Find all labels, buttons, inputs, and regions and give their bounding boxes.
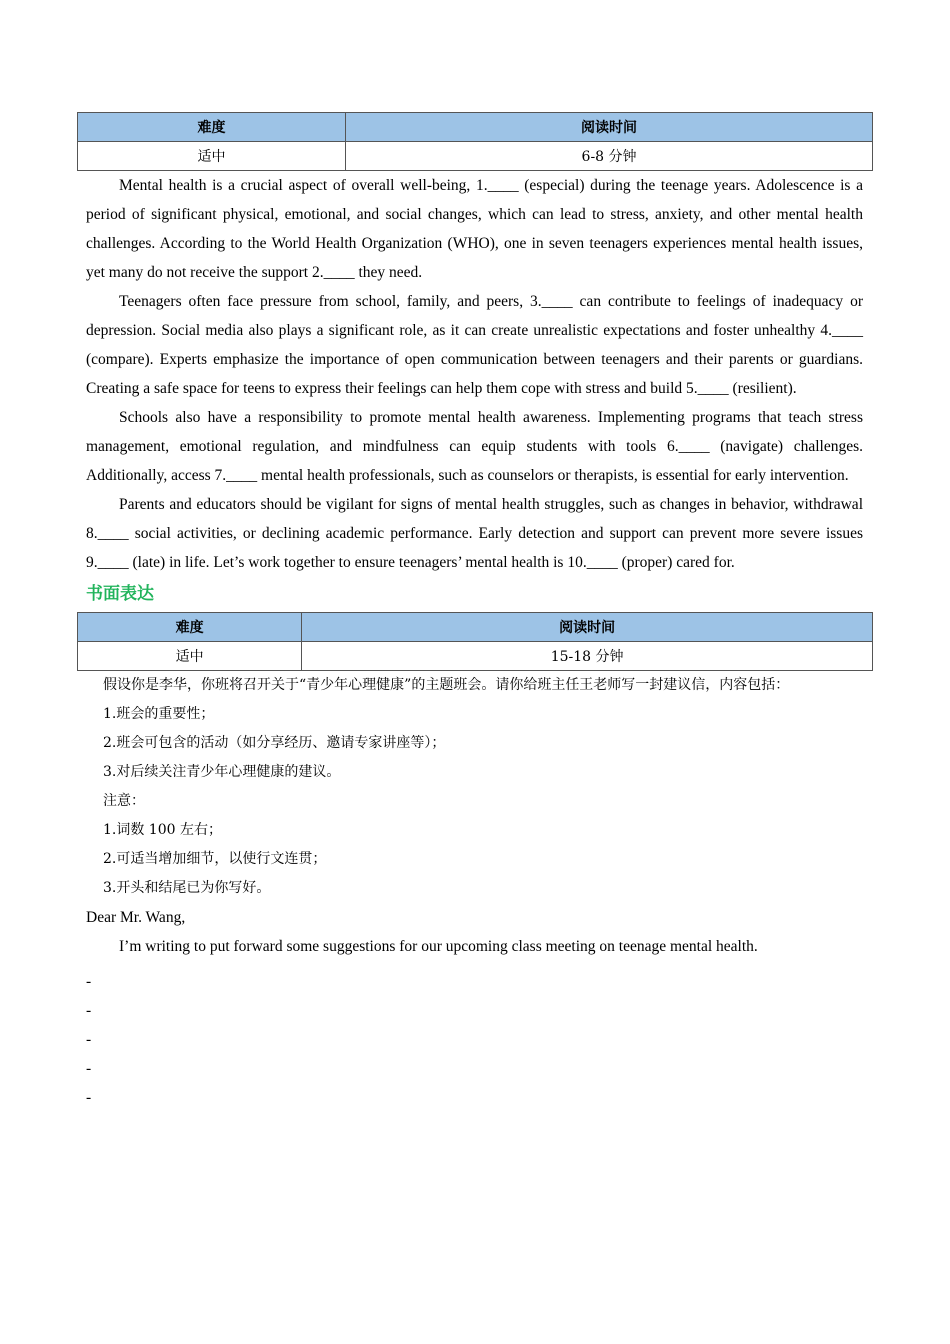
writing-prompt <box>86 671 863 903</box>
passage-paragraph-2: Teenagers often face pressure from school, family, and peers, 3.____ can contribute to feelings of inadequacy or depression. Social media also plays a significant role, as it can create unrealistic expectations and foster unhealthy 4.____ (compare). Experts emphasize the importance of open communication between teenagers and their parents or guardians. Creating a safe space for teens to express their feelings can help them cope with stress and build 5.____ (resilient). <box>86 293 863 397</box>
prompt-item: 1.班会的重要性； <box>103 706 215 722</box>
answer-line[interactable]: - <box>86 1031 92 1048</box>
difficulty-value: 适中 <box>78 642 302 671</box>
answer-lines <box>86 967 863 1112</box>
note-item: 3.开头和结尾已为你写好。 <box>103 880 271 896</box>
note-label: 注意： <box>103 793 145 809</box>
answer-line[interactable]: - <box>86 1002 92 1019</box>
prompt-item: 3.对后续关注青少年心理健康的建议。 <box>103 764 341 780</box>
prompt-item: 2.班会可包含的活动（如分享经历、邀请专家讲座等）； <box>103 735 446 751</box>
difficulty-table-reading <box>77 112 873 171</box>
letter-salutation: Dear Mr. Wang, <box>86 909 186 926</box>
document-page <box>86 112 863 1112</box>
passage-paragraph-1: Mental health is a crucial aspect of overall well-being, 1.____ (especial) during the teenage years. Adolescence is a period of significant physical, emotional, and social changes, which can lead to stress, anxiety, and other mental health challenges. According to the World Health Organization (WHO), one in seven teenagers experiences mental health issues, yet many do not receive the support 2.____ they need. <box>86 177 863 281</box>
letter-opening: I’m writing to put forward some suggestions for our upcoming class meeting on teenage mental health. <box>119 938 758 955</box>
passage-paragraph-4: Parents and educators should be vigilant for signs of mental health struggles, such as changes in behavior, withdrawal 8.____ social activities, or declining academic performance. Early detection and support can prevent more severe issues 9.____ (late) in life. Let’s work together to ensure teenagers’ mental health is 10.____ (proper) cared for. <box>86 496 863 571</box>
note-item: 1.词数 100 左右； <box>103 822 222 838</box>
prompt-intro: 假设你是李华，你班将召开关于“青少年心理健康”的主题班会。请你给班主任王老师写一封建议信，内容包括： <box>103 677 790 693</box>
reading-time-value: 15-18 分钟 <box>302 642 873 671</box>
difficulty-header: 难度 <box>78 113 346 142</box>
writing-section-title: 书面表达 <box>86 584 154 604</box>
note-item: 2.可适当增加细节，以使行文连贯； <box>103 851 327 867</box>
reading-time-header: 阅读时间 <box>346 113 873 142</box>
answer-line[interactable]: - <box>86 1089 92 1106</box>
difficulty-value: 适中 <box>78 142 346 171</box>
difficulty-table-writing <box>77 612 873 671</box>
answer-line[interactable]: - <box>86 973 92 990</box>
answer-line[interactable]: - <box>86 1060 92 1077</box>
reading-time-header: 阅读时间 <box>302 613 873 642</box>
passage-paragraph-3: Schools also have a responsibility to promote mental health awareness. Implementing programs that teach stress management, emotional regulation, and mindfulness can equip students with tools 6.____ (navigate) challenges. Additionally, access 7.____ mental health professionals, such as counselors or therapists, is essential for early intervention. <box>86 409 863 484</box>
reading-time-value: 6-8 分钟 <box>346 142 873 171</box>
letter <box>86 903 863 1112</box>
cloze-passage <box>86 171 863 577</box>
difficulty-header: 难度 <box>78 613 302 642</box>
